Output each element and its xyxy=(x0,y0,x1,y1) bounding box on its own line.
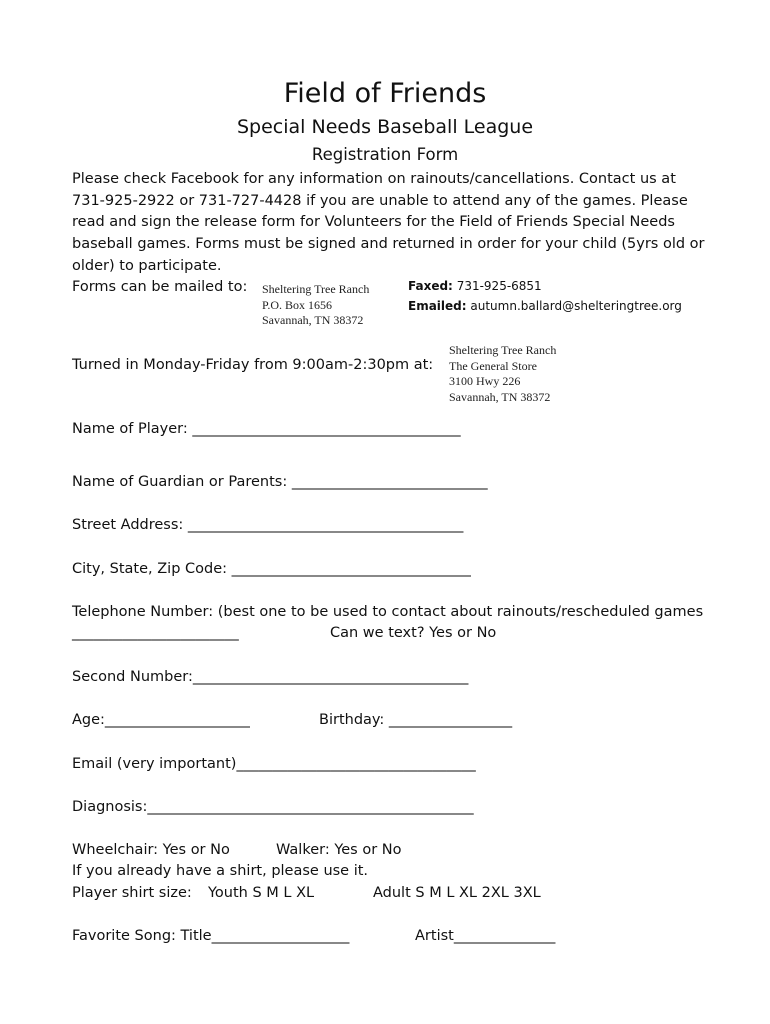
turn-in-address-line: The General Store xyxy=(449,358,537,373)
email-label: Emailed: xyxy=(408,299,467,313)
intro-line: read and sign the release form for Volunteers for the Field of Friends Special Needs xyxy=(72,214,675,231)
mailing-address xyxy=(262,282,369,329)
intro-line: older) to participate. xyxy=(72,257,222,274)
mailing-address-line: P.O. Box 1656 xyxy=(262,297,333,312)
second-number-field[interactable]: Second Number:______________________________________ xyxy=(72,669,469,685)
intro-line: Please check Facebook for any information on rainouts/cancellations. Contact us at xyxy=(72,171,676,187)
intro-line: baseball games. Forms must be signed and returned in order for your child (5yrs old or xyxy=(72,236,705,253)
favorite-song-title-field[interactable]: Favorite Song: Title___________________ xyxy=(72,928,350,944)
email-address: autumn.ballard@shelteringtree.org xyxy=(470,299,682,313)
fax-line xyxy=(408,279,542,293)
city-state-zip-field[interactable]: City, State, Zip Code: _________________________________ xyxy=(72,561,471,577)
mailing-label: Forms can be mailed to: xyxy=(72,279,248,295)
street-address-field[interactable]: Street Address: ______________________________________ xyxy=(72,517,464,533)
fax-label: Faxed: xyxy=(408,279,453,293)
turn-in-address-line: Sheltering Tree Ranch xyxy=(449,343,557,357)
turn-in-address-line: 3100 Hwy 226 xyxy=(449,374,521,388)
turn-in-address xyxy=(449,343,556,405)
fax-number: 731-925-6851 xyxy=(456,279,542,293)
youth-size-options[interactable]: Youth S M L XL xyxy=(208,885,315,901)
form-subtitle: Special Needs Baseball League xyxy=(236,116,534,138)
guardian-name-field[interactable]: Name of Guardian or Parents: ___________________________ xyxy=(72,474,488,490)
form-title: Field of Friends xyxy=(283,78,487,109)
telephone-field[interactable]: _______________________ xyxy=(72,625,239,641)
birthday-field[interactable]: Birthday: _________________ xyxy=(319,712,513,728)
form-name: Registration Form xyxy=(311,145,459,164)
diagnosis-field[interactable]: Diagnosis:_____________________________________________ xyxy=(72,799,474,815)
player-name-field[interactable]: Name of Player: _____________________________________ xyxy=(72,421,461,437)
can-text-question[interactable]: Can we text? Yes or No xyxy=(330,625,497,641)
email-field[interactable]: Email (very important)_________________________________ xyxy=(72,756,476,772)
age-field[interactable]: Age:____________________ xyxy=(72,712,250,728)
turn-in-address-line: Savannah, TN 38372 xyxy=(449,389,551,404)
intro-line: 731-925-2922 or 731-727-4428 if you are unable to attend any of the games. Please xyxy=(72,192,688,209)
wheelchair-question[interactable]: Wheelchair: Yes or No xyxy=(72,842,230,858)
shirt-size-label: Player shirt size: xyxy=(72,885,192,901)
telephone-label: Telephone Number: (best one to be used to contact about rainouts/rescheduled games xyxy=(72,604,704,620)
mailing-address-line: Savannah, TN 38372 xyxy=(262,313,364,327)
intro-paragraph xyxy=(72,169,705,278)
mailing-address-line: Sheltering Tree Ranch xyxy=(262,282,370,296)
turn-in-label: Turned in Monday-Friday from 9:00am-2:30pm at: xyxy=(72,357,434,373)
walker-question[interactable]: Walker: Yes or No xyxy=(276,842,402,858)
email-line xyxy=(408,299,682,313)
adult-size-options[interactable]: Adult S M L XL 2XL 3XL xyxy=(373,885,541,901)
favorite-song-artist-field[interactable]: Artist______________ xyxy=(415,928,556,944)
shirt-note: If you already have a shirt, please use it. xyxy=(72,863,369,879)
